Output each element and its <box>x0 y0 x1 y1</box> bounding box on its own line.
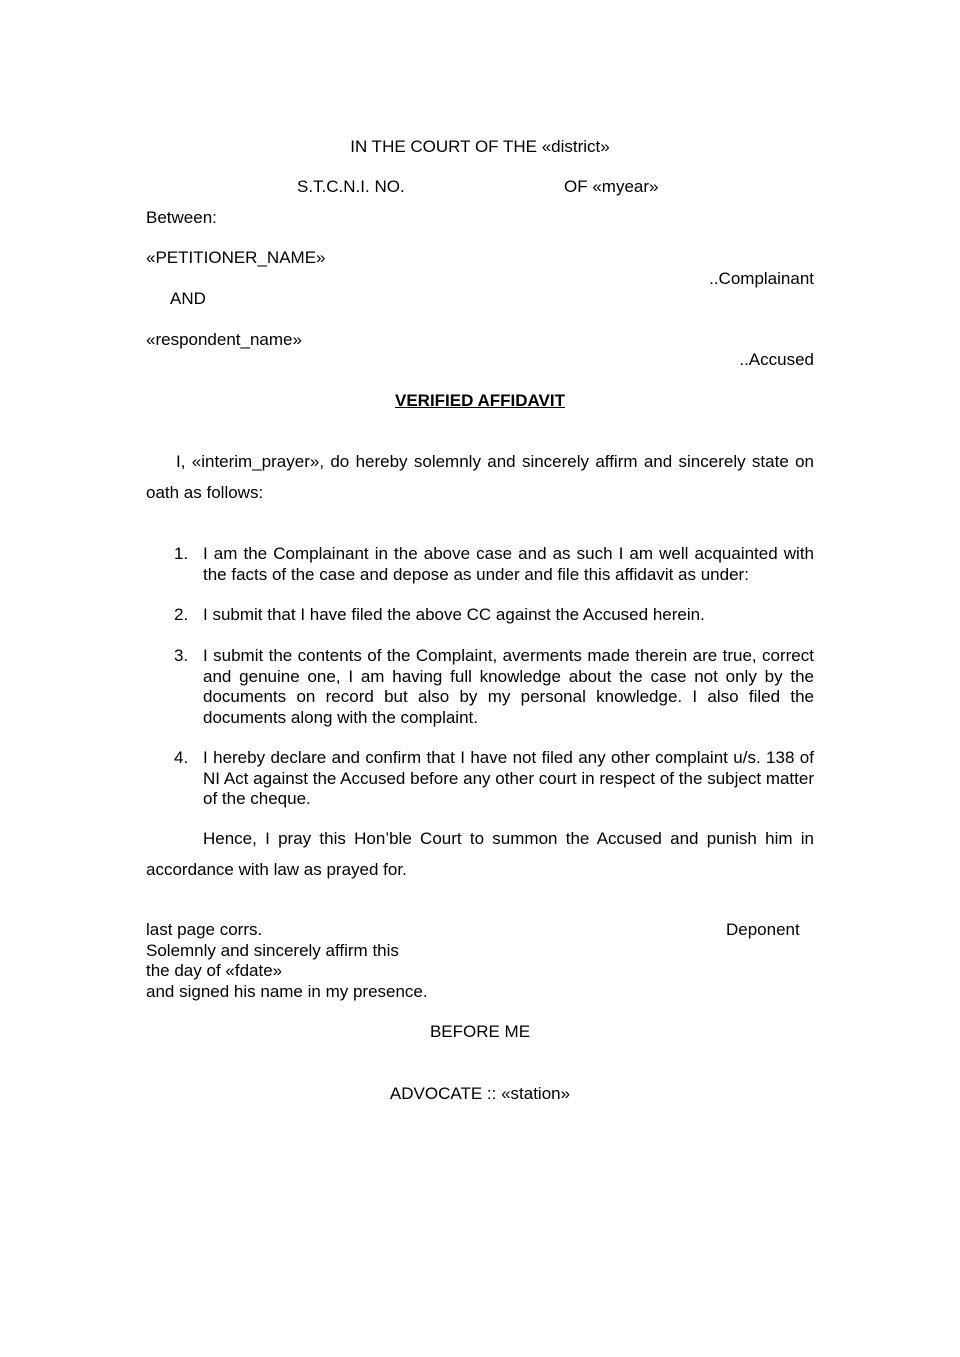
prayer-paragraph <box>146 823 814 885</box>
list-item-text: I hereby declare and confirm that I have not filed any other complaint u/s. 138 of NI Act against the Accused before any other court in respect of the subject matter of the cheque. <box>203 748 814 808</box>
list-item-number: 4. <box>174 748 189 767</box>
intro-paragraph <box>146 446 814 508</box>
list-item-number: 1. <box>174 544 189 563</box>
attestation-line: and signed his name in my presence. <box>146 981 428 1001</box>
respondent-name: «respondent_name» <box>146 330 302 349</box>
prayer-text: Hence, I pray this Hon’ble Court to summon the Accused and punish him in accordance with law as prayed for. <box>146 829 814 879</box>
attestation-line: Solemnly and sincerely affirm this <box>146 940 399 960</box>
intro-text: I, «interim_prayer», do hereby solemnly and sincerely affirm and sincerely state on oath as follows: <box>146 452 814 502</box>
attestation-block <box>146 920 428 1002</box>
deponent-label: Deponent <box>726 920 800 939</box>
before-me-label: BEFORE ME <box>429 1022 531 1041</box>
list-item-text: I submit that I have filed the above CC against the Accused herein. <box>203 605 705 624</box>
court-heading: IN THE COURT OF THE «district» <box>350 137 610 156</box>
complainant-label: ..Complainant <box>709 269 814 288</box>
advocate-line: ADVOCATE :: «station» <box>389 1084 571 1103</box>
case-number-label: S.T.C.N.I. NO. <box>297 177 405 196</box>
affidavit-title: VERIFIED AFFIDAVIT <box>395 391 565 410</box>
petitioner-name: «PETITIONER_NAME» <box>146 248 326 267</box>
list-item-text: I submit the contents of the Complaint, averments made therein are true, correct and genuine one, I am having full knowledge about the case not only by the documents on record but also by my personal knowledge. I also filed the documents along with the complaint. <box>203 646 814 727</box>
accused-label: ..Accused <box>739 350 814 369</box>
attestation-line: the day of «fdate» <box>146 961 283 981</box>
list-item-number: 2. <box>174 605 189 624</box>
between-label: Between: <box>146 208 217 227</box>
and-label: AND <box>170 289 206 308</box>
case-year: OF «myear» <box>564 177 659 196</box>
list-item-number: 3. <box>174 646 189 665</box>
attestation-line: last page corrs. <box>146 920 263 939</box>
list-item-text: I am the Complainant in the above case and as such I am well acquainted with the facts of the case and depose as under and file this affidavit as under: <box>203 544 814 584</box>
